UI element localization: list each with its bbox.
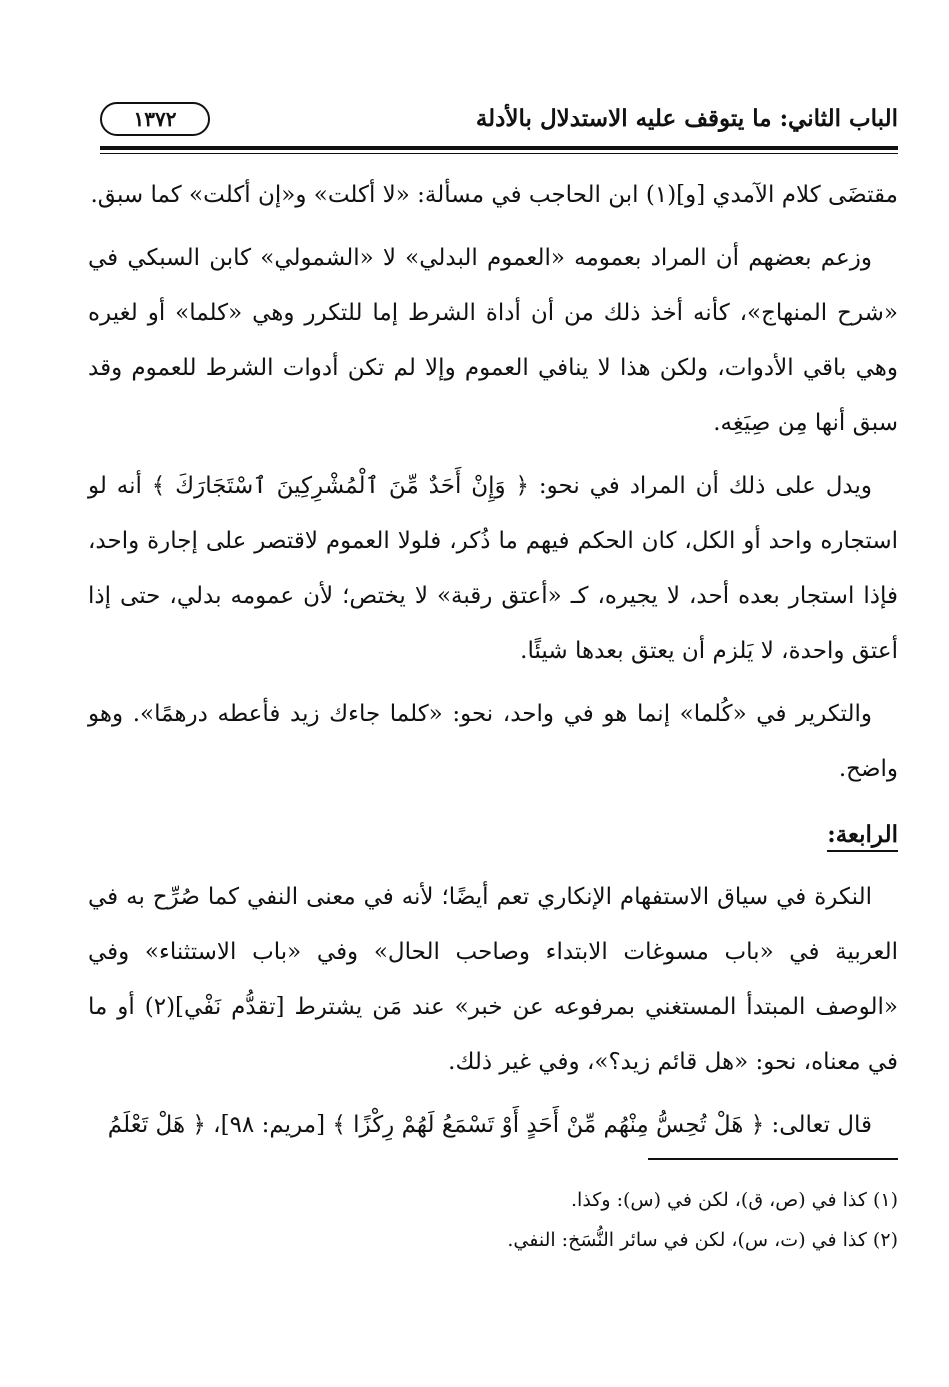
footnotes — [88, 1180, 898, 1260]
main-text — [88, 168, 898, 1153]
footnote-separator — [648, 1158, 898, 1160]
paragraph-4: والتكرير في «كُلما» إنما هو في واحد، نحو: «كلما جاءك زيد فأعطه درهمًا». وهو واضح. — [88, 701, 898, 782]
paragraph-5: النكرة في سياق الاستفهام الإنكاري تعم أيضًا؛ لأنه في معنى النفي كما صُرِّح به في العربية في «باب مسوغات الابتداء وصاحب الحال» وفي «باب الاستثناء» وفي «الوصف المبتدأ المستغني بمرفوعه عن خبر» عند مَن يشترط [تقدُّم نَفْي](٢) أو ما في معناه، نحو: «هل قائم زيد؟»، وفي غير ذلك. — [88, 884, 898, 1075]
paragraph-3: ويدل على ذلك أن المراد في نحو: ﴿ وَإِنْ أَحَدٌ مِّنَ ٱلْمُشْرِكِينَ ٱسْتَجَارَكَ ﴾ أنه لو استجاره واحد أو الكل، كان الحكم فيهم ما ذُكر، فلولا العموم لاقتصر على إجارة واحد، فإذا استجار بعده أحد، لا يجيره، كـ «أعتق رقبة» لا يختص؛ لأن عمومه بدلي، حتى إذا أعتق واحدة، لا يَلزم أن يعتق بعدها شيئًا. — [88, 473, 898, 664]
paragraph-6: قال تعالى: ﴿ هَلْ تُحِسُّ مِنْهُم مِّنْ أَحَدٍ أَوْ تَسْمَعُ لَهُمْ رِكْزًا ﴾ [مريم: ٩٨]، ﴿ هَلْ تَعْلَمُ — [107, 1112, 872, 1138]
header-rule-thin — [100, 153, 898, 154]
section-heading — [88, 807, 898, 862]
chapter-title: الباب الثاني: ما يتوقف عليه الاستدلال بالأدلة — [475, 105, 898, 132]
paragraph-1: مقتضَى كلام الآمدي [و](١) ابن الحاجب في مسألة: «لا أكلت» و«إن أكلت» كما سبق. — [90, 182, 898, 208]
section-label: الرابعة: — [827, 821, 898, 852]
page-number-badge: ١٣٧٢ — [100, 102, 210, 136]
footnote-2: (٢) كذا في (ت، س)، لكن في سائر النُّسَخ: النفي. — [507, 1229, 898, 1251]
header-rule-thick — [100, 146, 898, 150]
footnote-1: (١) كذا في (ص، ق)، لكن في (س): وكذا. — [571, 1189, 898, 1211]
paragraph-2: وزعم بعضهم أن المراد بعمومه «العموم البدلي» لا «الشمولي» كابن السبكي في «شرح المنهاج»، كأنه أخذ ذلك من أن أداة الشرط إما للتكرر وهي «كلما» أو لغيره وهي باقي الأدوات، ولكن هذا لا ينافي العموم وإلا لم تكن أدوات الشرط للعموم وقد سبق أنها مِن صِيَغِه. — [88, 245, 898, 436]
